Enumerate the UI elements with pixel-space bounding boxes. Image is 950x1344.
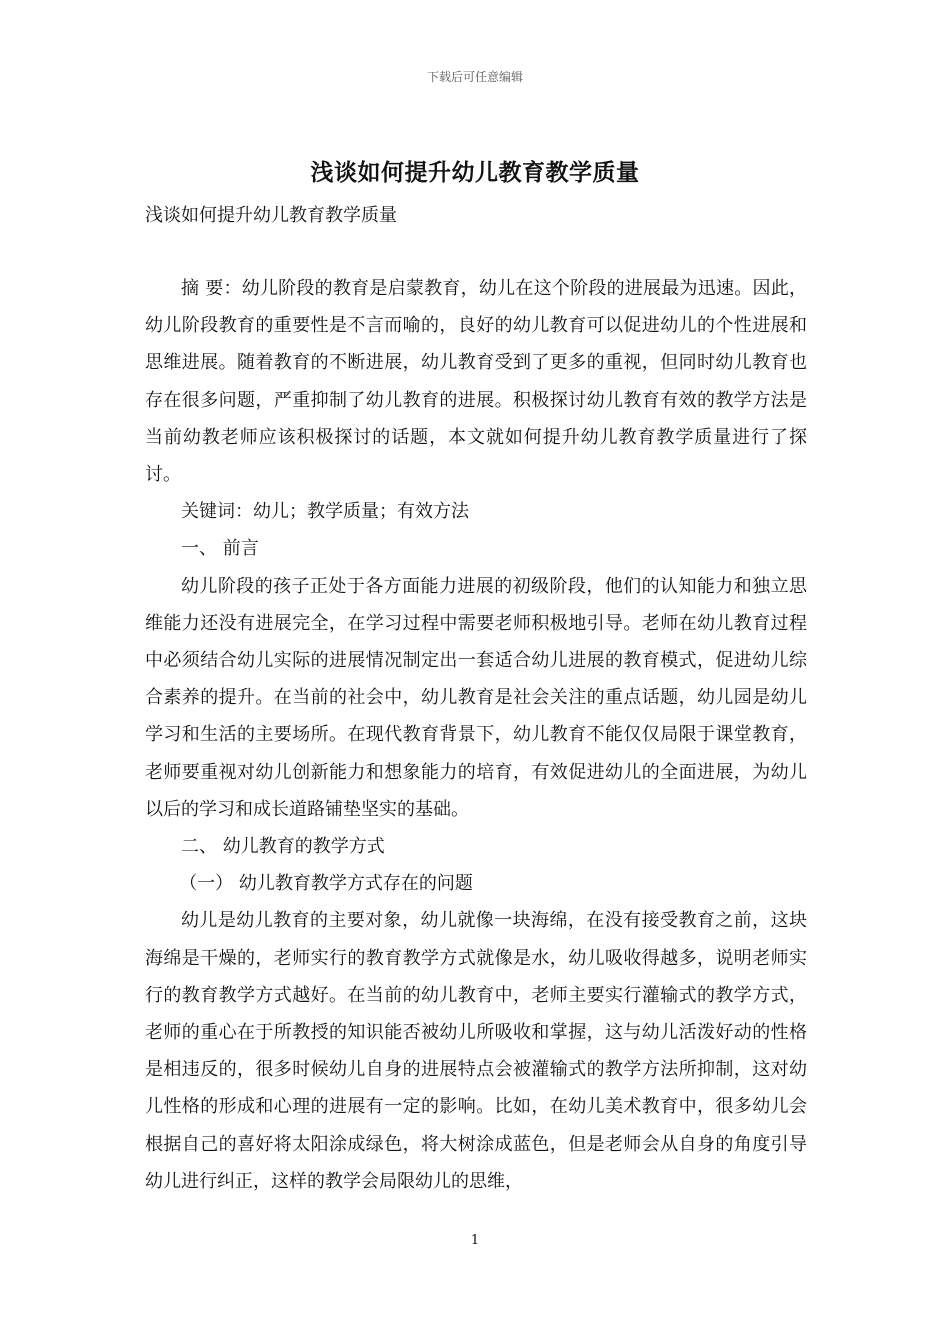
document-title: 浅谈如何提升幼儿教育教学质量 [310,159,640,186]
keywords-line: 关键词：幼儿；教学质量；有效方法 [181,501,469,523]
section-heading-1: 一、 前言 [181,538,259,560]
page-header: 下载后可任意编辑 [426,70,523,84]
issue-paragraph: 幼儿是幼儿教育的主要对象，幼儿就像一块海绵，在没有接受教育之前，这块海绵是干燥的，老师实行的教育教学方式就像是水，幼儿吸收得越多，说明老师实行的教育教学方式越好。在当前的幼儿教育中，老师主要实行灌输式的教学方式，老师的重心在于所教授的知识能否被幼儿所吸收和掌握，这与幼儿活泼好动的性格是相违反的，很多时候幼儿自身的进展特点会被灌输式的教学方法所抑制，这对幼儿性格的形成和心理的进展有一定的影响。比如，在幼儿美术教育中，很多幼儿会根据自己的喜好将太阳涂成绿色，将大树涂成蓝色，但是老师会从自身的角度引导幼儿进行纠正，这样的教学会局限幼儿的思维， [145,910,807,1192]
document-body [145,270,807,1200]
abstract-paragraph: 摘 要：幼儿阶段的教育是启蒙教育，幼儿在这个阶段的进展最为迅速。因此，幼儿阶段教育的重要性是不言而喻的，良好的幼儿教育可以促进幼儿的个性进展和思维进展。随着教育的不断进展，幼儿教育受到了更多的重视，但同时幼儿教育也存在很多问题，严重抑制了幼儿教育的进展。积极探讨幼儿教育有效的教学方法是当前幼教老师应该积极探讨的话题，本文就如何提升幼儿教育教学质量进行了探讨。 [145,278,807,486]
section-heading-2: 二、 幼儿教育的教学方式 [181,836,385,858]
page-number: 1 [470,1233,480,1248]
document-subtitle: 浅谈如何提升幼儿教育教学质量 [145,205,397,226]
subsection-heading-2-1: （一） 幼儿教育教学方式存在的问题 [179,873,473,895]
intro-paragraph: 幼儿阶段的孩子正处于各方面能力进展的初级阶段，他们的认知能力和独立思维能力还没有进展完全，在学习过程中需要老师积极地引导。老师在幼儿教育过程中必须结合幼儿实际的进展情况制定出一套适合幼儿进展的教育模式，促进幼儿综合素养的提升。在当前的社会中，幼儿教育是社会关注的重点话题，幼儿园是幼儿学习和生活的主要场所。在现代教育背景下，幼儿教育不能仅仅局限于课堂教育，老师要重视对幼儿创新能力和想象能力的培育，有效促进幼儿的全面进展，为幼儿以后的学习和成长道路铺垫坚实的基础。 [145,575,807,820]
